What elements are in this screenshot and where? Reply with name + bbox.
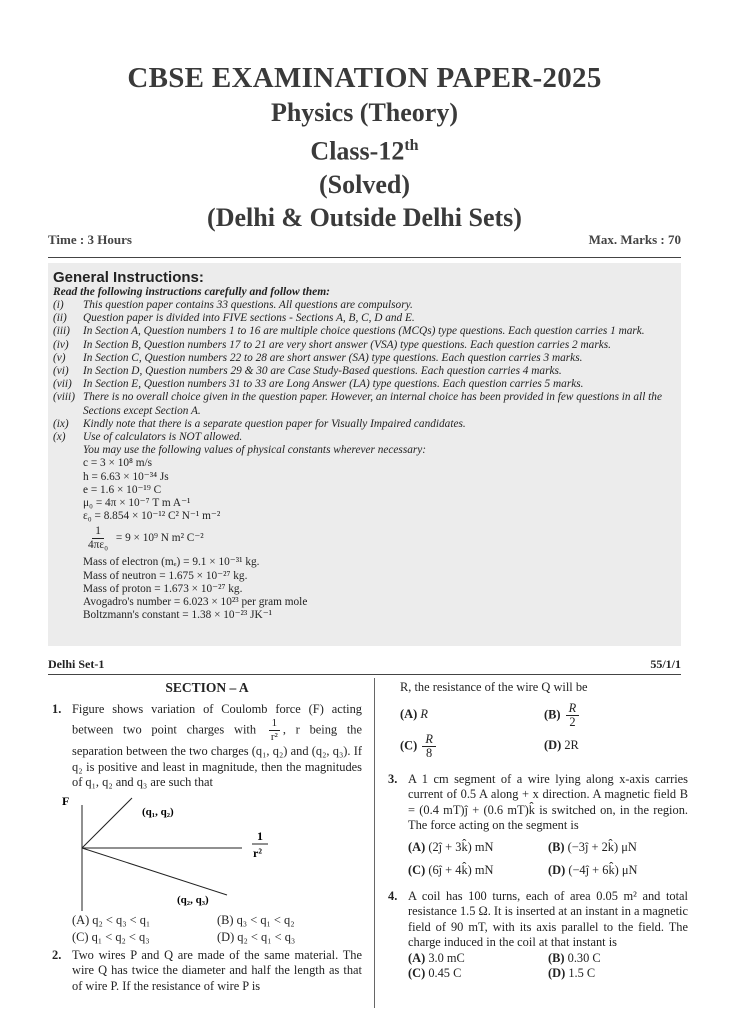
- q1-option-c[interactable]: (C) q₁ < q₂ < q₃: [72, 930, 150, 944]
- const-na: Avogadro's number = 6.023 × 10²³ per gram mole: [83, 596, 308, 609]
- q2-options: [400, 702, 688, 760]
- const-c: c = 3 × 10⁸ m/s: [83, 457, 153, 470]
- instructions-list: [53, 299, 676, 457]
- instruction-item: (vii) In Section E, Question numbers 31 to 33 are Long Answer (LA) type questions. Each question carries 5 marks.: [53, 378, 584, 391]
- q3-option-a[interactable]: (A) (2ĵ + 3k̂) mN: [408, 839, 494, 854]
- section-heading: SECTION – A: [165, 680, 249, 695]
- exam-meta: [48, 232, 681, 248]
- q2-option-d[interactable]: (D) 2R: [544, 738, 579, 753]
- column-divider: [374, 678, 375, 1008]
- q4-options: [408, 951, 688, 982]
- q2-continuation: R, the resistance of the wire Q will be: [400, 680, 588, 694]
- const-kb: Boltzmann's constant = 1.38 × 10⁻²³ JK⁻¹: [83, 609, 273, 622]
- const-me: Mass of electron (mₑ) = 9.1 × 10⁻³¹ kg.: [83, 556, 260, 569]
- const-eps0: ε₀ = 8.854 × 10⁻¹² C² N⁻¹ m⁻²: [83, 510, 221, 523]
- coulomb-force-graph: [52, 793, 352, 913]
- set-divider: [48, 674, 681, 675]
- instruction-item: (x) Use of calculators is NOT allowed.: [53, 431, 243, 444]
- set-name: Delhi Set-1: [48, 657, 105, 671]
- instruction-item: (iv) In Section B, Question numbers 17 to 21 are very short answer (VSA) type questions. Each question carries 2 marks.: [53, 338, 611, 351]
- q4-option-b[interactable]: (B) 0.30 C: [548, 950, 601, 965]
- q2-option-c[interactable]: (C) $\frac{R}{8}$: [400, 733, 544, 760]
- instruction-item: (ii) Question paper is divided into FIVE sections - Sections A, B, C, D and E.: [53, 312, 415, 325]
- q2-option-b[interactable]: (B) $\frac{R}{2}$: [544, 702, 688, 729]
- q1-option-d[interactable]: (D) q₂ < q₁ < q₃: [217, 930, 296, 944]
- graph-line-q1q2: (q₁, q₂): [142, 805, 174, 818]
- question-2: 2. Two wires P and Q are made of the same material. The wire Q has twice the diameter and half the length as that of wire P. If the resistance of wire P is: [52, 947, 362, 993]
- graph-x-num: 1: [257, 828, 263, 843]
- marks-label: Max. Marks : 70: [588, 232, 681, 247]
- instruction-item: You may use the following values of physical constants wherever necessary:: [83, 444, 427, 457]
- right-column: [388, 680, 688, 982]
- class-title: Class-12th: [310, 136, 419, 166]
- graph-y-label: F: [62, 793, 70, 808]
- q3-option-c[interactable]: (C) (6ĵ + 4k̂) mN: [408, 863, 494, 877]
- const-h: h = 6.63 × 10⁻³⁴ Js: [83, 470, 169, 483]
- const-mn: Mass of neutron = 1.675 × 10⁻²⁷ kg.: [83, 569, 248, 582]
- constants-list: [83, 457, 676, 622]
- divider: [48, 257, 681, 258]
- q3-option-b[interactable]: (B) (−3ĵ + 2k̂) μN: [548, 839, 637, 854]
- question-1: 1. Figure shows variation of Coulomb force (F) acting between two point charges with $\frac{1}{\text{r²}}$ , r being the separation between the two charges (q₁, q₂) and (q₂, q₃). If q₂ is positive and least in magnitude, then the magnitudes of q₁, q₂ and q₃ are such that: [52, 701, 363, 789]
- instructions-title: General Instructions:: [53, 269, 204, 286]
- graph-x-den: r²: [253, 845, 262, 860]
- question-4: 4. A coil has 100 turns, each of area 0.05 m² and total resistance 1.5 Ω. It is inserted at an instant in a magnetic field of 90 mT, with its axis parallel to the field. The charge induced in the coil at that instant is: [388, 888, 688, 949]
- q3-option-d[interactable]: (D) (−4ĵ + 6k̂) μN: [548, 863, 638, 877]
- q4-option-c[interactable]: (C) 0.45 C: [408, 966, 462, 980]
- const-k: $\frac{1}{\text{4πε₀}}$ = 9 × 10⁹ N m² C⁻²: [88, 525, 204, 552]
- q3-options: [408, 840, 688, 879]
- set-header: [48, 657, 681, 672]
- solved-label: (Solved): [319, 169, 410, 199]
- q4-option-a[interactable]: (A) 3.0 mC: [408, 950, 465, 965]
- instruction-item: (vi) In Section D, Question numbers 29 & 30 are Case Study-Based questions. Each question carries 4 marks.: [53, 365, 562, 378]
- const-mu0: μ₀ = 4π × 10⁻⁷ T m A⁻¹: [83, 497, 191, 510]
- exam-title: CBSE EXAMINATION PAPER-2025: [127, 62, 602, 94]
- graph-line-q2q3: (q₂, q₃): [177, 893, 209, 906]
- const-e: e = 1.6 × 10⁻¹⁹ C: [83, 483, 162, 496]
- q4-option-d[interactable]: (D) 1.5 C: [548, 966, 596, 980]
- instructions-subtitle: Read the following instructions carefully and follow them:: [53, 286, 330, 298]
- const-mp: Mass of proton = 1.673 × 10⁻²⁷ kg.: [83, 582, 243, 595]
- q1-option-b[interactable]: (B) q₃ < q₁ < q₂: [217, 912, 295, 927]
- q1-options: [72, 913, 362, 946]
- q2-option-a[interactable]: (A) R: [400, 707, 428, 722]
- instruction-item: (i) This question paper contains 33 questions. All questions are compulsory.: [53, 299, 413, 311]
- q1-option-a[interactable]: (A) q₂ < q₃ < q₁: [72, 912, 151, 927]
- instruction-item: (ix) Kindly note that there is a separate question paper for Visually Impaired candidates.: [53, 417, 466, 430]
- subject-title: Physics (Theory): [270, 98, 459, 127]
- time-label: Time : 3 Hours: [48, 232, 132, 247]
- question-3: 3. A 1 cm segment of a wire lying along x-axis carries current of 0.5 A along + x direction. A magnetic field B = (0.4 mT)ĵ + (0.6 mT)k̂ is switched on, in the region. The force acting on the segment is: [388, 771, 688, 832]
- sets-label: (Delhi & Outside Delhi Sets): [207, 202, 522, 232]
- instruction-item: (v) In Section C, Question numbers 22 to 28 are short answer (SA) type questions. Each question carries 3 marks.: [53, 351, 583, 364]
- left-column: [52, 680, 362, 994]
- set-code: 55/1/1: [650, 657, 681, 671]
- instruction-item: (viii) There is no overall choice given in the question paper. However, an internal choice has been provided in few questions in all the Sections except Section A.: [53, 391, 662, 417]
- paper-title-block: [0, 60, 729, 234]
- instruction-item: (iii) In Section A, Question numbers 1 to 16 are multiple choice questions (MCQs) type questions. Each question carries 1 mark.: [53, 325, 645, 338]
- general-instructions: [48, 263, 681, 646]
